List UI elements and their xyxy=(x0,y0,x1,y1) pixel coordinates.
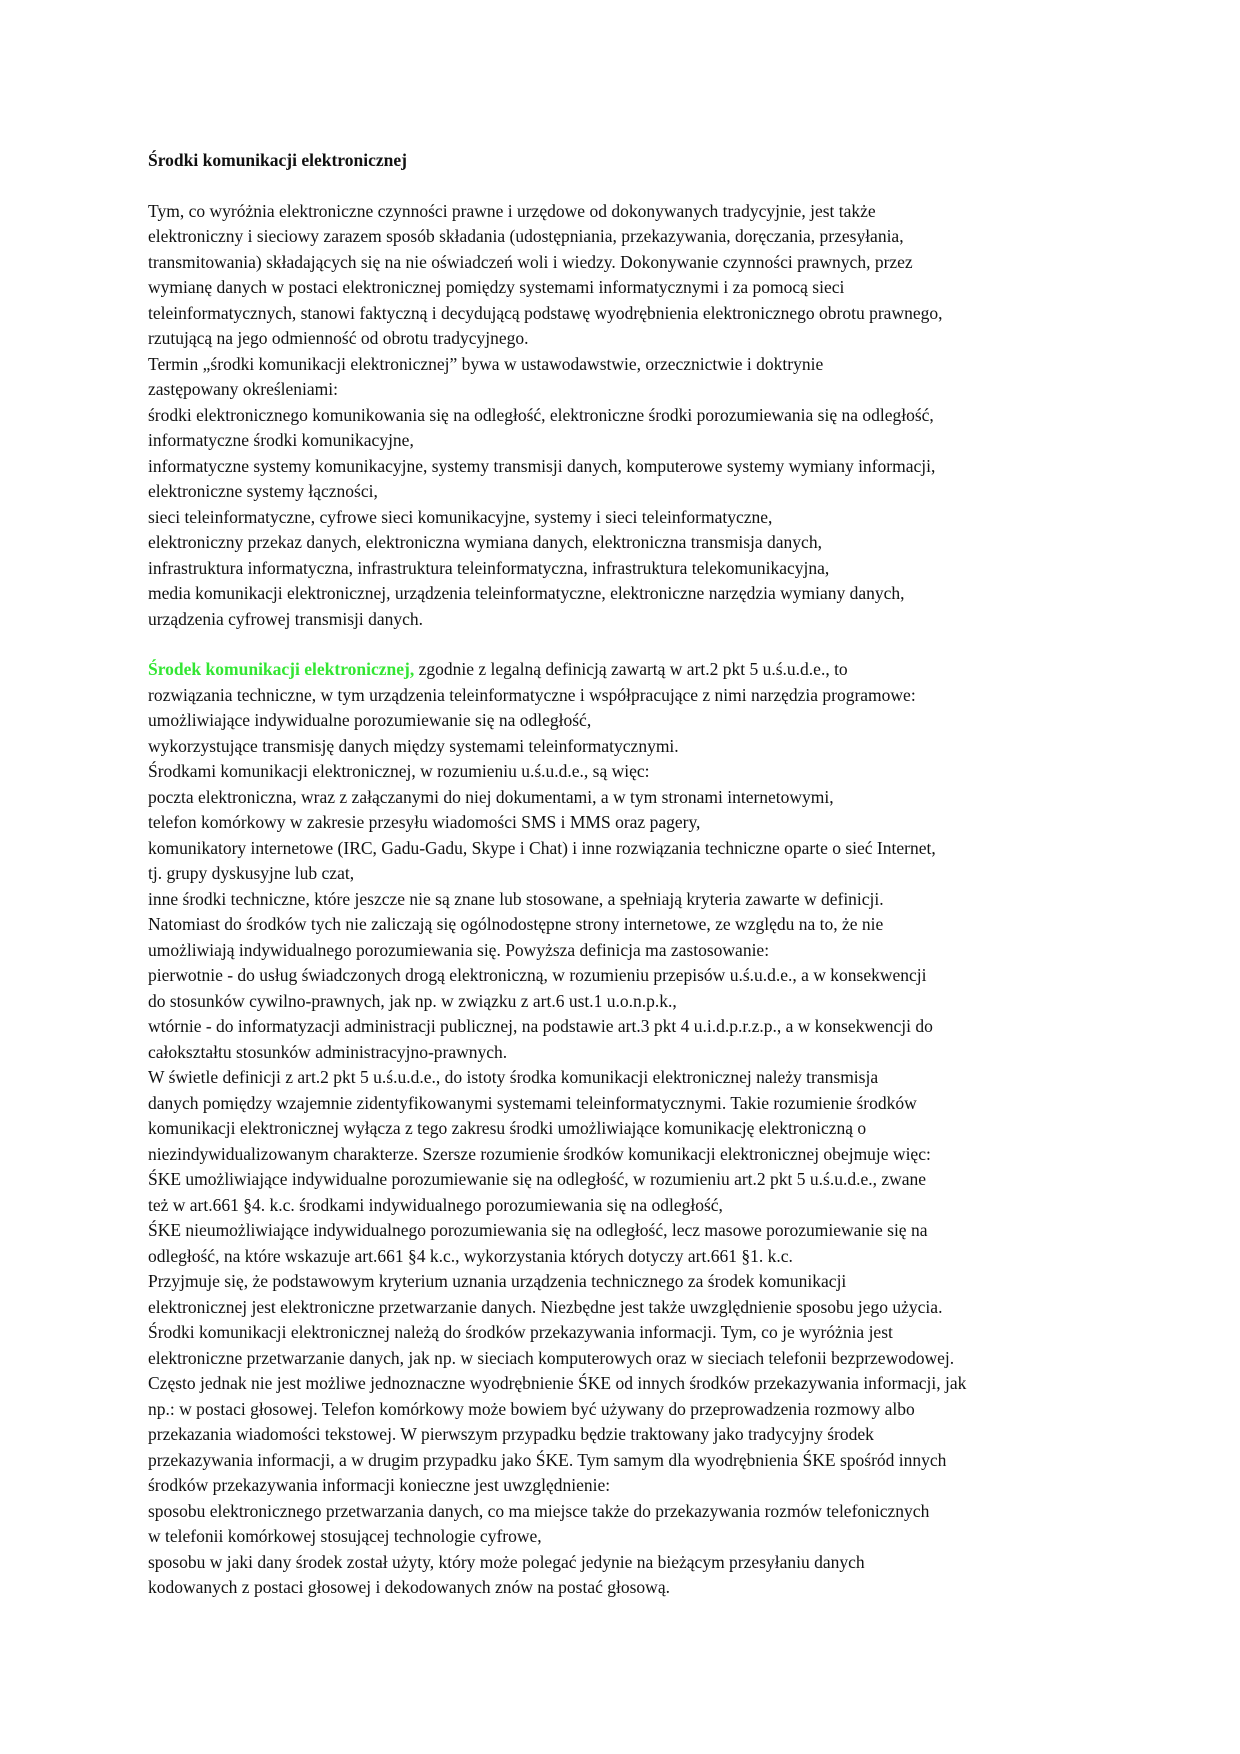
text-line: Środkami komunikacji elektronicznej, w rozumieniu u.ś.u.d.e., są więc: xyxy=(148,761,650,781)
section-definition xyxy=(148,657,1088,1601)
text-line: do stosunków cywilno-prawnych, jak np. w związku z art.6 ust.1 u.o.n.p.k., xyxy=(148,990,677,1011)
text-line: umożliwiające indywidualne porozumiewanie się na odległość, xyxy=(148,710,592,730)
text-line: rzutującą na jego odmienność od obrotu tradycyjnego. xyxy=(148,328,529,348)
text-line: Termin „środki komunikacji elektronicznej” bywa w ustawodawstwie, orzecznictwie i doktrynie xyxy=(148,353,824,374)
highlighted-term: Środek komunikacji elektronicznej, xyxy=(148,659,415,679)
text-line: elektroniczne systemy łączności, xyxy=(148,481,378,501)
text-line: środki elektronicznego komunikowania się na odległość, elektroniczne środki porozumiewania się na odległość, xyxy=(148,404,934,425)
text-line: komunikatory internetowe (IRC, Gadu-Gadu, Skype i Chat) i inne rozwiązania techniczne oparte o sieć Internet, xyxy=(148,837,936,858)
text-line: W świetle definicji z art.2 pkt 5 u.ś.u.d.e., do istoty środka komunikacji elektronicznej należy transmisja xyxy=(148,1067,879,1087)
text-line: informatyczne środki komunikacyjne, xyxy=(148,430,414,450)
text-line: informatyczne systemy komunikacyjne, systemy transmisji danych, komputerowe systemy wymiany informacji, xyxy=(148,455,936,476)
text-line: Przyjmuje się, że podstawowym kryterium uznania urządzenia technicznego za środek komunikacji xyxy=(148,1271,847,1291)
text-line: urządzenia cyfrowej transmisji danych. xyxy=(148,608,424,629)
text-line: Tym, co wyróżnia elektroniczne czynności prawne i urzędowe od dokonywanych tradycyjnie, jest także xyxy=(148,200,876,221)
text-line: elektroniczne przetwarzanie danych, jak np. w sieciach komputerowych oraz w sieciach telefonii bezprzewodowej. xyxy=(148,1347,955,1368)
text-line: inne środki techniczne, które jeszcze nie są znane lub stosowane, a spełniają kryteria zawarte w definicji. xyxy=(148,888,884,909)
text-line: telefon komórkowy w zakresie przesyłu wiadomości SMS i MMS oraz pagery, xyxy=(148,812,701,832)
document-body xyxy=(148,148,1088,1601)
text-line: niezindywidualizowanym charakterze. Szersze rozumienie środków komunikacji elektronicznej obejmuje więc: xyxy=(148,1143,931,1164)
text-line: tj. grupy dyskusyjne lub czat, xyxy=(148,863,355,883)
definition-first-line-rest: zgodnie z legalną definicją zawartą w art.2 pkt 5 u.ś.u.d.e., to xyxy=(414,659,848,679)
text-line: wymianę danych w postaci elektronicznej pomiędzy systemami informatycznymi i za pomocą sieci xyxy=(148,277,845,297)
paragraph-spacer xyxy=(148,632,1088,657)
section-intro xyxy=(148,199,1088,633)
text-line: odległość, na które wskazuje art.661 §4 k.c., wykorzystania których dotyczy art.661 §1. k.c. xyxy=(148,1245,793,1266)
text-line: rozwiązania techniczne, w tym urządzenia teleinformatyczne i współpracujące z nimi narzędzia programowe: xyxy=(148,684,916,705)
text-line: poczta elektroniczna, wraz z załączanymi do niej dokumentami, a w tym stronami internetowymi, xyxy=(148,786,834,807)
text-line: Natomiast do środków tych nie zaliczają się ogólnodostępne strony internetowe, ze względu na to, że nie xyxy=(148,914,884,934)
text-line: media komunikacji elektronicznej, urządzenia teleinformatyczne, elektroniczne narzędzia wymiany danych, xyxy=(148,583,905,603)
text-line: komunikacji elektronicznej wyłącza z tego zakresu środki umożliwiające komunikację elektroniczną o xyxy=(148,1118,867,1138)
text-line: Często jednak nie jest możliwe jednoznaczne wyodrębnienie ŚKE od innych środków przekazywania informacji, jak xyxy=(148,1373,967,1393)
text-line: przekazania wiadomości tekstowej. W pierwszym przypadku będzie traktowany jako tradycyjny środek xyxy=(148,1424,874,1444)
text-line: elektroniczny przekaz danych, elektroniczna wymiana danych, elektroniczna transmisja danych, xyxy=(148,532,822,552)
text-line: np.: w postaci głosowej. Telefon komórkowy może bowiem być używany do przeprowadzenia rozmowy albo xyxy=(148,1398,915,1419)
text-line: danych pomiędzy wzajemnie zidentyfikowanymi systemami teleinformatycznymi. Takie rozumienie środków xyxy=(148,1092,917,1113)
text-line: infrastruktura informatyczna, infrastruktura teleinformatyczna, infrastruktura telekomunikacyjna, xyxy=(148,557,830,578)
text-line: transmitowania) składających się na nie oświadczeń woli i wiedzy. Dokonywanie czynności prawnych, przez xyxy=(148,251,913,272)
text-line: pierwotnie - do usług świadczonych drogą elektroniczną, w rozumieniu przepisów u.ś.u.d.e., a w konsekwencji xyxy=(148,965,927,985)
document-title: Środki komunikacji elektronicznej xyxy=(148,150,407,170)
text-line: sposobu w jaki dany środek został użyty, który może polegać jedynie na bieżącym przesyłaniu danych xyxy=(148,1551,865,1572)
text-line: teleinformatycznych, stanowi faktyczną i decydującą podstawę wyodrębnienia elektronicznego obrotu prawnego, xyxy=(148,302,943,323)
text-line: kodowanych z postaci głosowej i dekodowanych znów na postać głosową. xyxy=(148,1577,670,1597)
text-line: ŚKE nieumożliwiające indywidualnego porozumiewania się na odległość, lecz masowe porozumiewanie się na xyxy=(148,1220,928,1240)
text-line: środków przekazywania informacji konieczne jest uwzględnienie: xyxy=(148,1475,611,1495)
text-line: całokształtu stosunków administracyjno-prawnych. xyxy=(148,1041,508,1062)
text-line: zastępowany określeniami: xyxy=(148,379,339,399)
text-line: sieci teleinformatyczne, cyfrowe sieci komunikacyjne, systemy i sieci teleinformatyczne, xyxy=(148,506,773,527)
text-line: wykorzystujące transmisję danych między systemami teleinformatycznymi. xyxy=(148,735,679,756)
text-line: w telefonii komórkowej stosującej technologie cyfrowe, xyxy=(148,1526,542,1546)
text-line: wtórnie - do informatyzacji administracji publicznej, na podstawie art.3 pkt 4 u.i.d.p.r.z.p., a w konsekwencji do xyxy=(148,1016,933,1036)
text-line: ŚKE umożliwiające indywidualne porozumiewanie się na odległość, w rozumieniu art.2 pkt 5 u.ś.u.d.e., zwane xyxy=(148,1169,927,1189)
text-line: umożliwiają indywidualnego porozumiewania się. Powyższa definicja ma zastosowanie: xyxy=(148,939,770,960)
text-line: elektronicznej jest elektroniczne przetwarzanie danych. Niezbędne jest także uwzględnienie sposobu jego użycia. xyxy=(148,1296,943,1317)
text-line: też w art.661 §4. k.c. środkami indywidualnego porozumiewania się na odległość, xyxy=(148,1194,723,1215)
text-line: Środki komunikacji elektronicznej należą do środków przekazywania informacji. Tym, co je wyróżnia jest xyxy=(148,1322,893,1342)
text-line: przekazywania informacji, a w drugim przypadku jako ŚKE. Tym samym dla wyodrębnienia ŚKE spośród innych xyxy=(148,1449,947,1470)
text-line: elektroniczny i sieciowy zarazem sposób składania (udostępniania, przekazywania, doręczania, przesyłania, xyxy=(148,226,904,246)
text-line: sposobu elektronicznego przetwarzania danych, co ma miejsce także do przekazywania rozmów telefonicznych xyxy=(148,1500,930,1521)
definition-first-line xyxy=(148,657,1088,683)
